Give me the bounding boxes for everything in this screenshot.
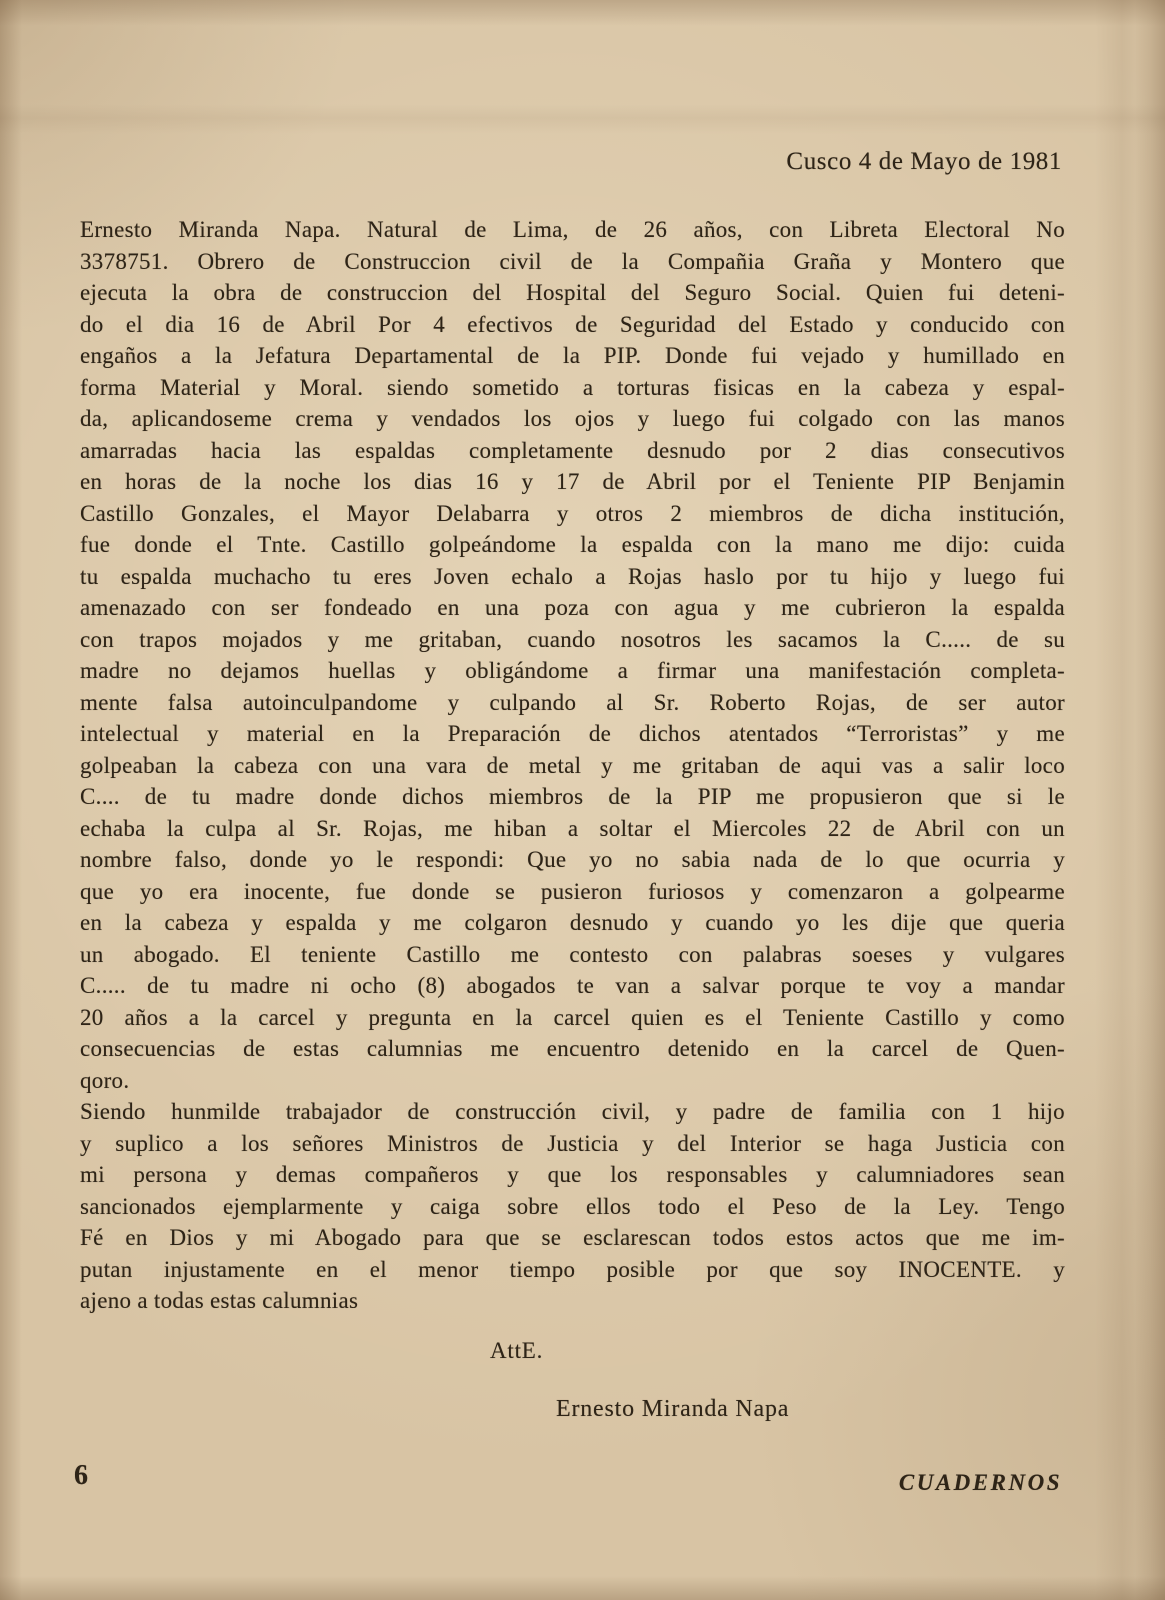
text-line: Castillo Gonzales, el Mayor Delabarra y otros 2 miembros de dicha institución, [80, 500, 1065, 526]
text-line: do el dia 16 de Abril Por 4 efectivos de Seguridad del Estado y conducido con [80, 311, 1065, 337]
text-line: ajeno a todas estas calumnias [80, 1288, 359, 1313]
text-line: engaños a la Jefatura Departamental de la PIP. Donde fui vejado y humillado en [80, 343, 1065, 368]
text-line: 20 años a la carcel y pregunta en la carcel quien es el Teniente Castillo y como [80, 1004, 1065, 1030]
text-line: que yo era inocente, fue donde se pusieron furiosos y comenzaron a golpearme [80, 878, 1065, 904]
text-line: amenazado con ser fondeado en una poza con agua y me cubrieron la espalda [80, 595, 1065, 620]
paragraph [80, 214, 1065, 1096]
text-line: en la cabeza y espalda y me colgaron desnudo y cuando yo les dije que queria [80, 910, 1065, 935]
text-line: qoro. [80, 1067, 130, 1093]
text-line: mi persona y demas compañeros y que los responsables y calumniadores sean [80, 1162, 1065, 1187]
text-line: 3378751. Obrero de Construccion civil de la Compañia Graña y Montero que [80, 248, 1065, 274]
paragraph [80, 1096, 1065, 1317]
text-line: putan injustamente en el menor tiempo posible por que soy INOCENTE. y [80, 1256, 1065, 1282]
signature-name: Ernesto Miranda Napa [556, 1396, 790, 1422]
publication-name: CUADERNOS [898, 1470, 1062, 1495]
text-line: sancionados ejemplarmente y caiga sobre ellos todo el Peso de la Ley. Tengo [80, 1193, 1065, 1219]
text-line: y suplico a los señores Ministros de Justicia y del Interior se haga Justicia con [80, 1130, 1065, 1156]
document-body [80, 214, 1065, 1317]
text-line: golpeaban la cabeza con una vara de metal y me gritaban de aqui vas a salir loco [80, 752, 1065, 778]
text-line: C.... de tu madre donde dichos miembros de la PIP me propusieron que si le [80, 784, 1065, 809]
text-line: nombre falso, donde yo le respondi: Que yo no sabia nada de lo que ocurria y [80, 847, 1065, 872]
closing-salutation: AttE. [490, 1338, 544, 1363]
text-line: ejecuta la obra de construccion del Hospital del Seguro Social. Quien fui deteni- [80, 280, 1065, 305]
text-line: Siendo hunmilde trabajador de construcción civil, y padre de familia con 1 hijo [80, 1099, 1065, 1124]
text-line: intelectual y material en la Preparación de dichos atentados “Terroristas” y me [80, 721, 1065, 746]
text-line: Fé en Dios y mi Abogado para que se esclarescan todos estos actos que me im- [80, 1225, 1065, 1250]
page-number: 6 [74, 1460, 88, 1491]
text-line: C..... de tu madre ni ocho (8) abogados te van a salvar porque te voy a mandar [80, 973, 1065, 998]
text-line: echaba la culpa al Sr. Rojas, me hiban a soltar el Miercoles 22 de Abril con un [80, 815, 1065, 841]
text-line: amarradas hacia las espaldas completamente desnudo por 2 dias consecutivos [80, 437, 1065, 463]
text-line: madre no dejamos huellas y obligándome a firmar una manifestación completa- [80, 658, 1065, 683]
text-line: un abogado. El teniente Castillo me contesto con palabras soeses y vulgares [80, 941, 1065, 967]
text-line: tu espalda muchacho tu eres Joven echalo a Rojas haslo por tu hijo y luego fui [80, 563, 1065, 589]
text-line: consecuencias de estas calumnias me encuentro detenido en la carcel de Quen- [80, 1036, 1065, 1061]
text-line: Ernesto Miranda Napa. Natural de Lima, de 26 años, con Libreta Electoral No [80, 217, 1065, 242]
text-line: mente falsa autoinculpandome y culpando al Sr. Roberto Rojas, de ser autor [80, 689, 1065, 715]
date-line: Cusco 4 de Mayo de 1981 [786, 148, 1062, 175]
text-line: en horas de la noche los dias 16 y 17 de Abril por el Teniente PIP Benjamin [80, 469, 1065, 494]
text-line: con trapos mojados y me gritaban, cuando nosotros les sacamos la C..... de su [80, 626, 1065, 652]
text-line: da, aplicandoseme crema y vendados los ojos y luego fui colgado con las manos [80, 406, 1065, 431]
text-line: fue donde el Tnte. Castillo golpeándome la espalda con la mano me dijo: cuida [80, 532, 1065, 557]
text-line: forma Material y Moral. siendo sometido a torturas fisicas en la cabeza y espal- [80, 374, 1065, 400]
